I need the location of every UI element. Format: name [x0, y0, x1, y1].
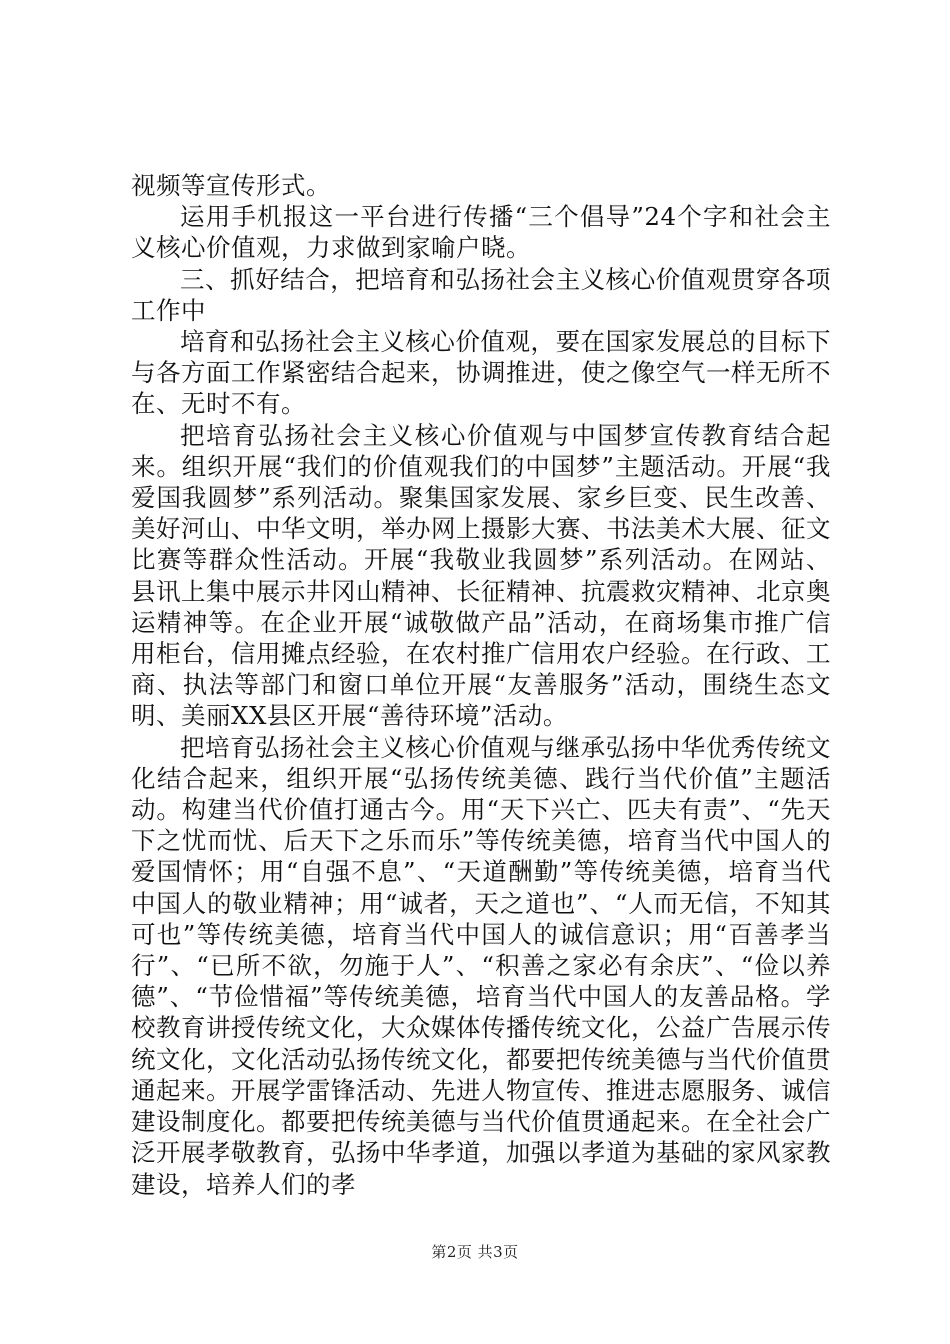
- paragraph-2: 运用手机报这一平台进行传播“三个倡导”24个字和社会主义核心价值观，力求做到家喻户晓。: [131, 202, 831, 263]
- paragraph-6: 把培育弘扬社会主义核心价值观与继承弘扬中华优秀传统文化结合起来，组织开展“弘扬传统美德、践行当代价值”主题活动。构建当代价值打通古今。用“天下兴亡、匹夫有责”、“先天下之忧而忧、后天下之乐而乐”等传统美德，培育当代中国人的爱国情怀；用“自强不息”、“天道酬勤”等传统美德，培育当代中国人的敬业精神；用“诚者，天之道也”、“人而无信，不知其可也”等传统美德，培育当代中国人的诚信意识；用“百善孝当行”、“已所不欲，勿施于人”、“积善之家必有余庆”、“俭以养德”、“节俭惜福”等传统美德，培育当代中国人的友善品格。学校教育讲授传统文化，大众媒体传播传统文化，公益广告展示传统文化，文化活动弘扬传统文化，都要把传统美德与当代价值贯通起来。开展学雷锋活动、先进人物宣传、推进志愿服务、诚信建设制度化。都要把传统美德与当代价值贯通起来。在全社会广泛开展孝敬教育，弘扬中华孝道，加强以孝道为基础的家风家教建设，培养人们的孝: [131, 732, 831, 1199]
- section-heading-3: 三、抓好结合，把培育和弘扬社会主义核心价值观贯穿各项工作中: [131, 264, 831, 325]
- paragraph-5: 把培育弘扬社会主义核心价值观与中国梦宣传教育结合起来。组织开展“我们的价值观我们的中国梦”主题活动。开展“我爱国我圆梦”系列活动。聚集国家发展、家乡巨变、民生改善、美好河山、中华文明，举办网上摄影大赛、书法美术大展、征文比赛等群众性活动。开展“我敬业我圆梦”系列活动。在网站、县讯上集中展示井冈山精神、长征精神、抗震救灾精神、北京奥运精神等。在企业开展“诚敬做产品”活动，在商场集市推广信用柜台，信用摊点经验，在农村推广信用农户经验。在行政、工商、执法等部门和窗口单位开展“友善服务”活动，围绕生态文明、美丽XX县区开展“善待环境”活动。: [131, 420, 831, 731]
- document-body: [131, 170, 831, 1200]
- page-footer: 第2页 共3页: [431, 1243, 519, 1261]
- paragraph-4: 培育和弘扬社会主义核心价值观，要在国家发展总的目标下与各方面工作紧密结合起来，协调推进，使之像空气一样无所不在、无时不有。: [131, 327, 831, 419]
- paragraph-1: 视频等宣传形式。: [131, 171, 331, 200]
